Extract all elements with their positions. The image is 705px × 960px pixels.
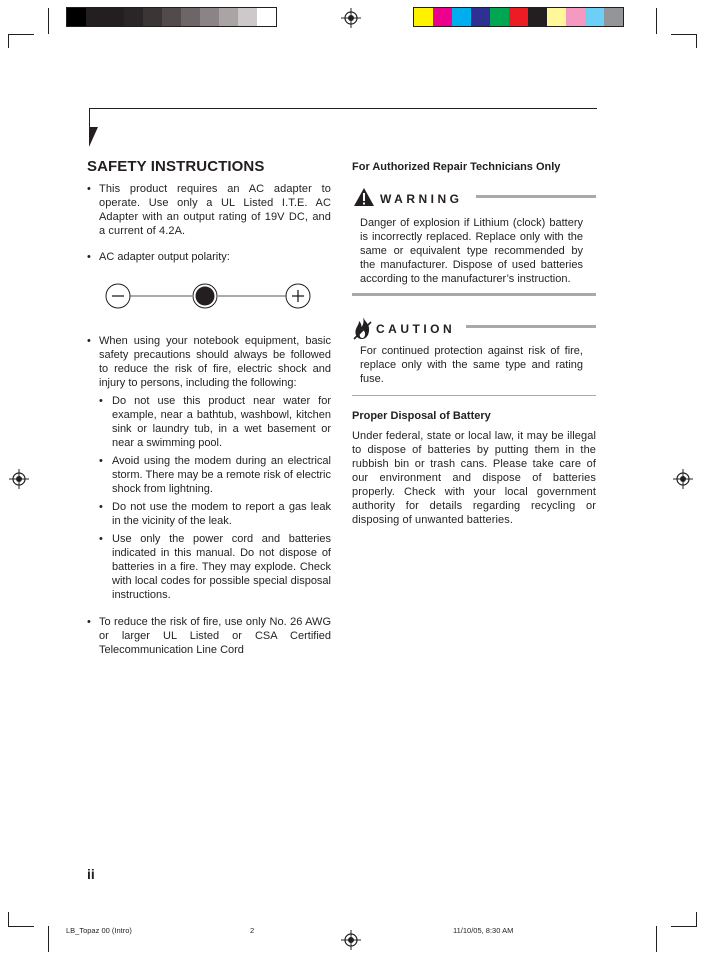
minus-terminal-icon [106,284,130,308]
sub-list-item: • Do not use this product near water for example, near a bathtub, washbowl, kitchen sink or laundry tub, in a wet basement or near a swimming pool. [99,394,331,450]
plus-terminal-icon [286,284,310,308]
color-swatch [490,8,509,26]
warning-text: Danger of explosion if Lithium (clock) battery is incorrectly replaced. Replace only with the same or equivalent type recommended by the manufacturer. Dispose of used batteries according to the manufacturer’s instruction. [360,217,583,285]
sub-list-item: • Avoid using the modem during an electrical storm. There may be a remote risk of electric shock from lightning. [99,454,331,496]
crop-mark [696,34,697,48]
center-connector-icon [193,284,217,308]
color-swatch [162,8,181,26]
disposal-heading: Proper Disposal of Battery [352,410,491,422]
caution-top-rule [466,325,596,328]
left-column-safety [87,334,331,606]
header-wedge [89,127,98,147]
crop-mark [8,34,9,48]
list-item: • This product requires an AC adapter to operate. Use only a UL Listed I.T.E. AC Adapter with an output rating of 19V DC, and a current of 4.2A. [87,182,331,238]
color-swatch [143,8,162,26]
color-swatch [471,8,490,26]
caution-bottom-rule [352,395,596,396]
page-title: SAFETY INSTRUCTIONS [87,158,265,175]
color-swatch [585,8,604,26]
color-swatch [452,8,471,26]
crop-mark [8,926,34,927]
intro-bullet-list [87,182,331,264]
crop-mark [671,926,697,927]
warning-triangle-icon [353,187,375,207]
sub-list-item: • Use only the power cord and batteries indicated in this manual. Do not dispose of batteries in a fire. They may explode. Check with local codes for possible special disposal instructions. [99,532,331,602]
grayscale-color-bar [66,7,277,27]
color-swatch [219,8,238,26]
safety-bullet-list [87,334,331,602]
crop-mark [8,912,9,926]
color-swatch [200,8,219,26]
registration-target-icon [341,8,361,28]
color-swatch [181,8,200,26]
list-item-text: When using your notebook equipment, basic safety precautions should always be followed to reduce the risk of fire, electric shock and injury to persons, including the following: [99,335,331,389]
header-rule-vertical [89,108,90,128]
left-column [87,182,331,264]
color-swatch [67,8,86,26]
crop-mark [656,8,657,34]
left-column-last [87,615,331,657]
page-number: ii [87,866,95,882]
color-swatch [86,8,105,26]
registration-target-icon [341,930,361,950]
color-swatch [604,8,623,26]
footer-sheet-number: 2 [250,926,255,935]
crop-mark [48,8,49,34]
last-bullet-list [87,615,331,657]
color-swatch [528,8,547,26]
fire-icon [353,316,373,340]
warning-top-rule [476,195,596,198]
crop-mark [696,912,697,926]
crop-mark [48,926,49,952]
color-swatch [566,8,585,26]
sub-bullet-list [99,394,331,602]
color-swatch [547,8,566,26]
color-swatch [433,8,452,26]
caution-text: For continued protection against risk of fire, replace only with the same type and rating fuse. [360,345,583,385]
color-swatch [257,8,276,26]
footer-filename: LB_Topaz 00 (Intro) [66,926,132,935]
color-swatch [124,8,143,26]
sub-list-item: • Do not use the modem to report a gas leak in the vicinity of the leak. [99,500,331,528]
process-color-bar [413,7,624,27]
caution-label: CAUTION [376,322,456,336]
polarity-diagram [100,281,320,311]
warning-bottom-rule [352,293,596,296]
color-swatch [238,8,257,26]
header-rule [89,108,597,109]
registration-target-icon [9,469,29,489]
color-swatch [509,8,528,26]
list-item [87,334,331,602]
crop-mark [671,34,697,35]
crop-mark [656,926,657,952]
warning-label: WARNING [380,192,463,206]
repair-heading: For Authorized Repair Technicians Only [352,161,561,173]
color-swatch [105,8,124,26]
list-item: • AC adapter output polarity: [87,250,331,264]
footer-timestamp: 11/10/05, 8:30 AM [453,926,514,935]
crop-mark [8,34,34,35]
list-item: • To reduce the risk of fire, use only No. 26 AWG or larger UL Listed or CSA Certified Telecommunication Line Cord [87,615,331,657]
disposal-text: Under federal, state or local law, it may be illegal to dispose of batteries by putting them in the rubbish bin or trash cans. Please take care of our environment and dispose of batteries properly. Check with your local government authority for details regarding recycling or disposing of unwanted batteries. [352,430,596,526]
color-swatch [414,8,433,26]
registration-target-icon [673,469,693,489]
